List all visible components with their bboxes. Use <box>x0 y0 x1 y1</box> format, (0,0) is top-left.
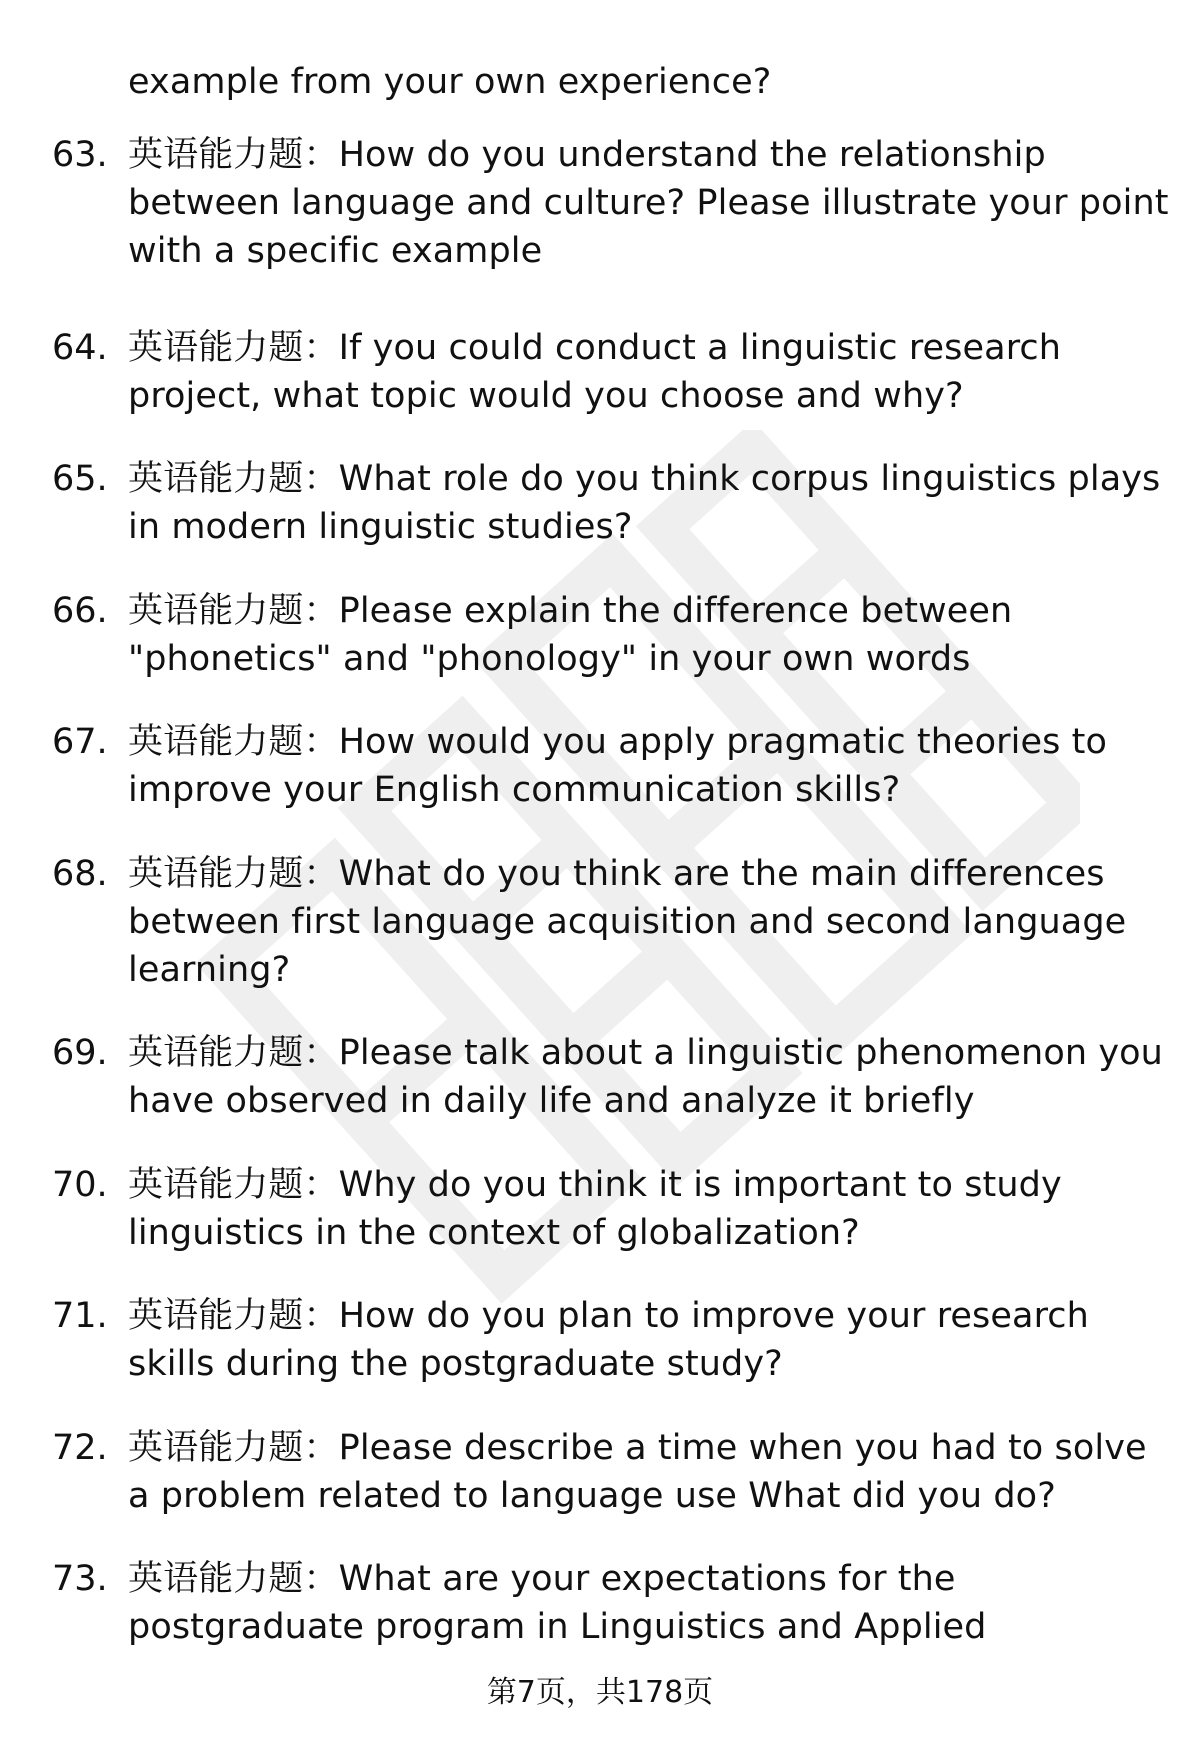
question-text: between first language acquisition and second language <box>128 902 1127 942</box>
question-text: postgraduate program in Linguistics and Applied <box>128 1607 987 1647</box>
question-text: in modern linguistic studies? <box>128 507 633 547</box>
question-text: improve your English communication skills? <box>128 770 901 810</box>
question-number: 70. <box>52 1165 108 1205</box>
question-text: 英语能力题：What role do you think corpus linguistics plays <box>128 459 1161 499</box>
question-text: a problem related to language use What did you do? <box>128 1476 1056 1516</box>
question-text: 英语能力题：How do you plan to improve your research <box>128 1296 1089 1336</box>
question-number: 72. <box>52 1428 108 1468</box>
question-number: 67. <box>52 722 108 762</box>
question-prefix: 英语能力题： <box>128 591 339 631</box>
question-prefix: 英语能力题： <box>128 1559 339 1599</box>
question-number: 66. <box>52 591 108 631</box>
question-prefix: 英语能力题： <box>128 1033 339 1073</box>
question-text: 英语能力题：Why do you think it is important to study <box>128 1165 1062 1205</box>
question-text: linguistics in the context of globalization? <box>128 1213 860 1253</box>
question-text: project, what topic would you choose and why? <box>128 376 964 416</box>
question-text: skills during the postgraduate study? <box>128 1344 783 1384</box>
question-prefix: 英语能力题： <box>128 1165 339 1205</box>
question-text: learning? <box>128 950 291 990</box>
question-prefix: 英语能力题： <box>128 722 339 762</box>
question-text: "phonetics" and "phonology" in your own words <box>128 639 971 679</box>
page-footer: 第7页，共178页 <box>486 1675 714 1710</box>
question-prefix: 英语能力题： <box>128 135 339 175</box>
question-text: 英语能力题：What are your expectations for the <box>128 1559 956 1599</box>
question-number: 65. <box>52 459 108 499</box>
question-text: with a specific example <box>128 231 543 271</box>
question-number: 68. <box>52 854 108 894</box>
question-text: 英语能力题：Please describe a time when you had to solve <box>128 1428 1147 1468</box>
question-number: 63. <box>52 135 108 175</box>
question-number: 71. <box>52 1296 108 1336</box>
question-text: 英语能力题：If you could conduct a linguistic research <box>128 328 1062 368</box>
question-text: 英语能力题：Please talk about a linguistic phenomenon you <box>128 1033 1163 1073</box>
question-prefix: 英语能力题： <box>128 459 339 499</box>
question-text: between language and culture? Please illustrate your point <box>128 183 1169 223</box>
question-prefix: 英语能力题： <box>128 1428 339 1468</box>
question-prefix: 英语能力题： <box>128 854 339 894</box>
question-number: 69. <box>52 1033 108 1073</box>
question-number: 64. <box>52 328 108 368</box>
question-text: 英语能力题：What do you think are the main differences <box>128 854 1105 894</box>
question-number: 73. <box>52 1559 108 1599</box>
question-prefix: 英语能力题： <box>128 328 339 368</box>
question-text: have observed in daily life and analyze it briefly <box>128 1081 975 1121</box>
continuation-line: example from your own experience? <box>128 62 772 102</box>
question-text: 英语能力题：Please explain the difference between <box>128 591 1013 631</box>
question-text: 英语能力题：How would you apply pragmatic theories to <box>128 722 1107 762</box>
question-prefix: 英语能力题： <box>128 1296 339 1336</box>
question-text: 英语能力题：How do you understand the relationship <box>128 135 1046 175</box>
